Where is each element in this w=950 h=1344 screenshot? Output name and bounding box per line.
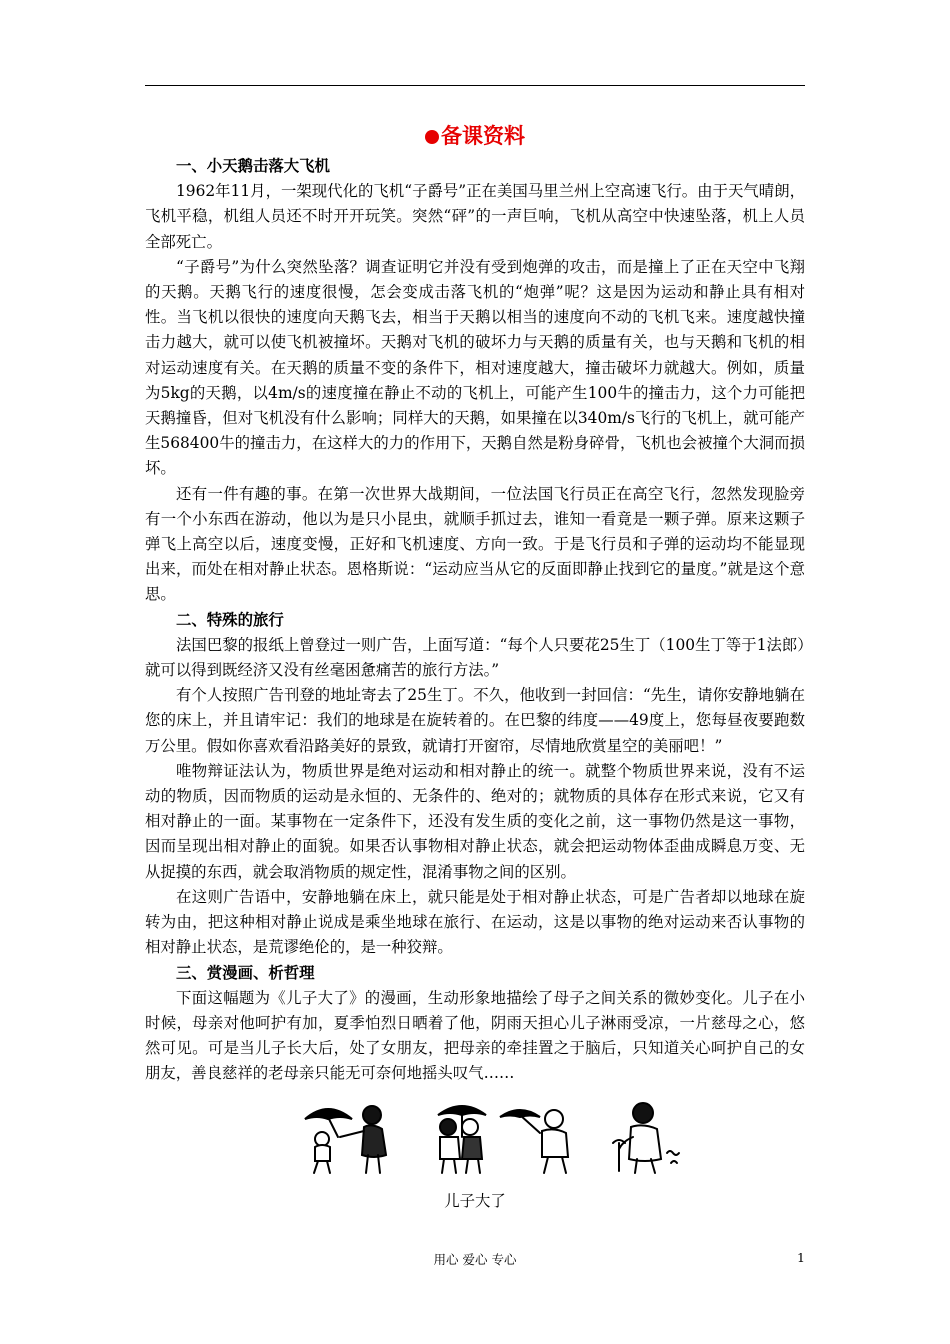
cartoon-figure: [145, 1097, 805, 1177]
paragraph: “子爵号”为什么突然坠落？调查证明它并没有受到炮弹的攻击，而是撞上了正在天空中飞翔的天鹅。天鹅飞行的速度很慢，怎会变成击落飞机的“炮弹”呢？这是因为运动和静止具有相对性。当飞机以很快的速度向天鹅飞去，相当于天鹅以相当的速度向不动的飞机飞来。速度越快撞击力越大，就可以使飞机被撞坏。天鹅对飞机的破坏力与天鹅的质量有关，也与天鹅和飞机的相对运动速度有关。在天鹅的质量不变的条件下，相对速度越大，撞击破坏力就越大。例如，质量为5kg的天鹅，以4m/s的速度撞在静止不动的飞机上，可能产生100牛的撞击力，这个力可能把天鹅撞昏，但对飞机没有什么影响；同样大的天鹅，如果撞在以340m/s飞行的飞机上，就可能产生568400牛的撞击力，在这样大的力的作用下，天鹅自然是粉身碎骨，飞机也会被撞个大洞而损坏。: [145, 257, 805, 478]
paragraph: 有个人按照广告刊登的地址寄去了25生丁。不久，他收到一封回信：“先生，请你安静地躺在您的床上，并且请牢记：我们的地球是在旋转着的。在巴黎的纬度——49度上，您每昼夜要跑数万公里。假如你喜欢看沿路美好的景致，就请打开窗帘，尽情地欣赏星空的美丽吧！”: [145, 686, 805, 755]
paragraph: 还有一件有趣的事。在第一次世界大战期间，一位法国飞行员正在高空飞行，忽然发现脸旁有一个小东西在游动，他以为是只小昆虫，就顺手抓过去，谁知一看竟是一颗子弹。原来这颗子弹飞上高空以后，速度变慢，正好和飞机速度、方向一致。于是飞行员和子弹的运动均不能显现出来，而处在相对静止状态。恩格斯说：“运动应当从它的反面即静止找到它的量度。”就是这个意思。: [145, 484, 805, 604]
page-title: [145, 118, 805, 154]
cartoon-panel-childhood: [300, 1097, 410, 1177]
page-footer: [145, 1250, 805, 1270]
paragraph: 1962年11月，一架现代化的飞机“子爵号”正在美国马里兰州上空高速飞行。由于天气晴朗，飞机平稳，机组人员还不时开开玩笑。突然“砰”的一声巨响，飞机从高空中快速坠落，机上人员全部死亡。: [145, 182, 805, 251]
paragraph: 下面这幅题为《儿子大了》的漫画，生动形象地描绘了母子之间关系的微妙变化。儿子在小时候，母亲对他呵护有加，夏季怕烈日晒着了他，阴雨天担心儿子淋雨受凉，一片慈母之心，悠然可见。可是当儿子长大后，处了女朋友，把母亲的牵挂置之于脑后，只知道关心呵护自己的女朋友，善良慈祥的老母亲只能无可奈何地摇头叹气……: [145, 988, 805, 1083]
section-heading: 二、特殊的旅行: [176, 610, 284, 629]
section-heading: 三、赏漫画、析哲理: [176, 963, 315, 982]
section-heading: 一、小天鹅击落大飞机: [176, 157, 330, 175]
document-body: [145, 118, 805, 1213]
cartoon-panel-grown-son: [430, 1097, 580, 1177]
page-number: 1: [797, 1250, 805, 1265]
paragraph: 法国巴黎的报纸上曾登过一则广告，上面写道：“每个人只要花25生丁（100生丁等于1法郎）就可以得到既经济又没有丝毫困惫痛苦的旅行方法。”: [145, 635, 805, 680]
paragraph: 在这则广告语中，安静地躺在床上，就只能是处于相对静止状态，可是广告者却以地球在旋转为由，把这种相对静止说成是乘坐地球在旅行、在运动，这是以事物的绝对运动来否认事物的相对静止状态，是荒谬绝伦的，是一种狡辩。: [145, 887, 805, 957]
page-title-text: 备课资料: [441, 124, 525, 148]
paragraph: 唯物辩证法认为，物质世界是绝对运动和相对静止的统一。就整个物质世界来说，没有不运动的物质，因而物质的运动是永恒的、无条件的、绝对的；就物质的具体存在形式来说，它又有相对静止的一面。某事物在一定条件下，还没有发生质的变化之前，这一事物仍然是这一事物，因而呈现出相对静止的面貌。如果否认事物相对静止状态，就会把运动物体歪曲成瞬息万变、无从捉摸的东西，就会取消物质的规定性，混淆事物之间的区别。: [145, 761, 805, 881]
cartoon-panel-old-mother: [605, 1097, 695, 1177]
footer-motto: 用心 爱心 专心: [433, 1252, 517, 1267]
header-rule: [145, 85, 805, 86]
figure-caption: 儿子大了: [444, 1191, 506, 1210]
bullet-icon: [425, 130, 439, 144]
